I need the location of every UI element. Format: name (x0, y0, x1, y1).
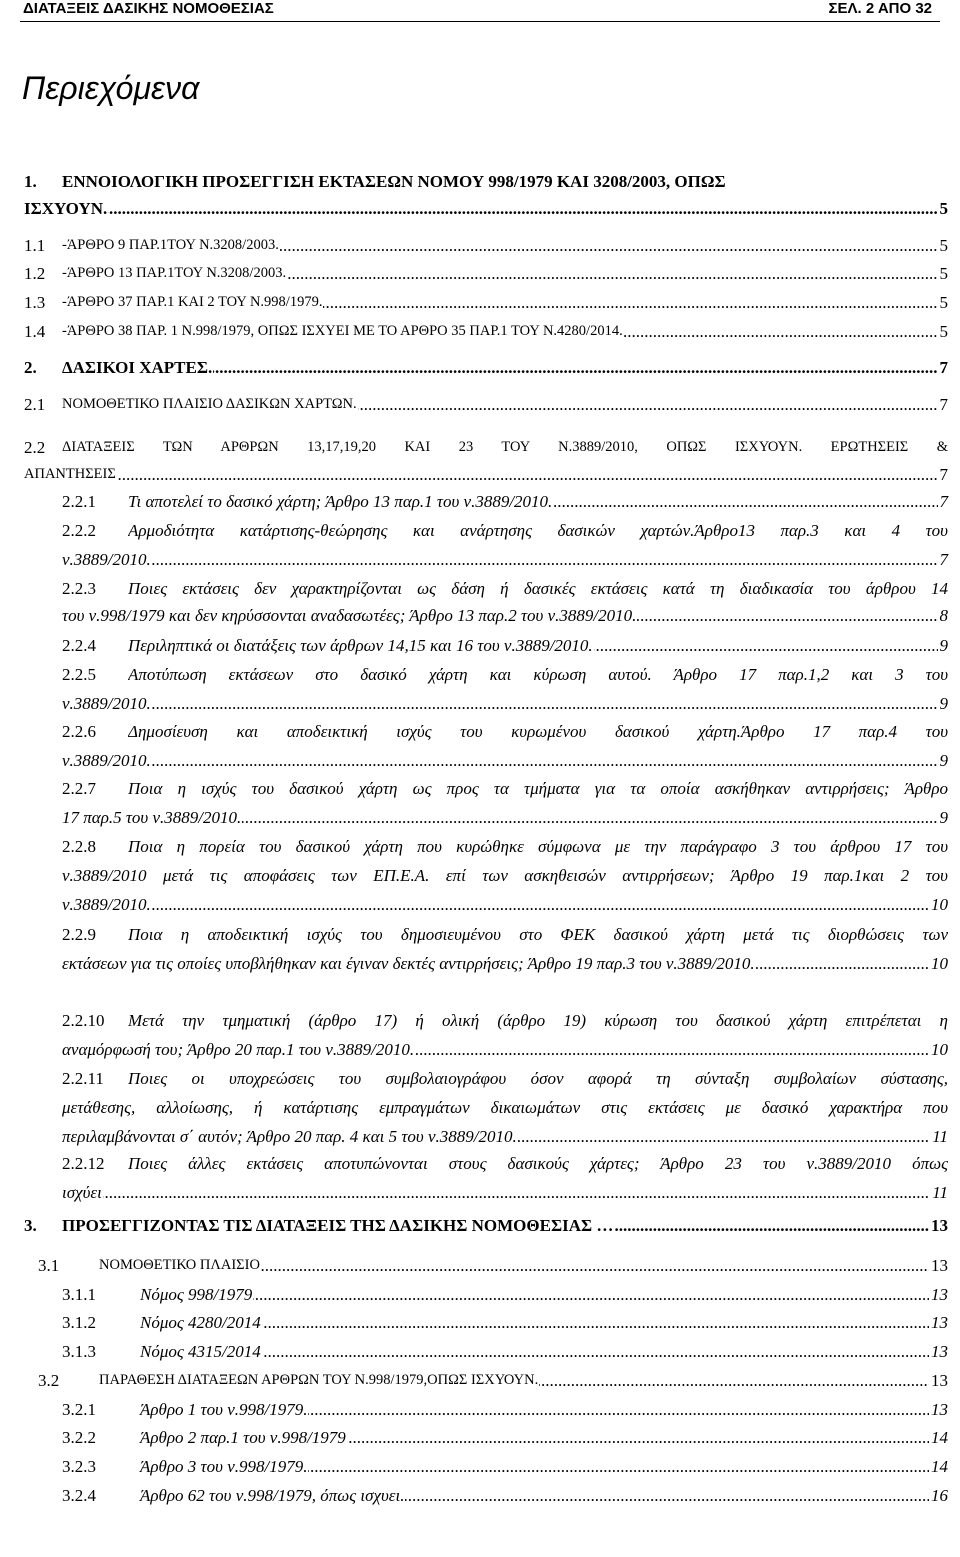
toc-page-number: 9 (939, 808, 948, 827)
toc-entry-row (62, 322, 948, 341)
header-divider (20, 21, 940, 22)
toc-page-number: 9 (939, 636, 948, 655)
toc-page-number: 5 (939, 199, 948, 218)
toc-entry-row (140, 1457, 948, 1476)
toc-entry-number: 2.2 (24, 438, 46, 457)
toc-page-number: 10 (931, 1040, 948, 1059)
toc-entry-number: 2.2.1 (62, 492, 96, 511)
toc-entry-number: 2.2.3 (62, 579, 96, 598)
toc-entry-row (128, 492, 948, 511)
toc-entry-text: ΠΑΡΑΘΕΣΗ ΔΙΑΤΑΞΕΩΝ ΑΡΘΡΩΝ ΤΟΥ Ν.998/1979,ΟΠΩΣ ΙΣΧΥΟΥΝ. (99, 1372, 539, 1388)
dot-leader (24, 465, 948, 484)
toc-page-number: 8 (939, 606, 948, 625)
toc-entry-number: 2.2.9 (62, 925, 96, 944)
toc-page-number: 14 (931, 1457, 948, 1476)
toc-entry-row (140, 1400, 948, 1419)
toc-entry-number: 2.2.4 (62, 636, 96, 655)
toc-entry-row (62, 1127, 948, 1146)
toc-page-number: 10 (931, 895, 948, 914)
toc-entry-row (99, 1371, 948, 1390)
toc-page-number: 16 (931, 1486, 948, 1505)
toc-entry-number: 3.1.1 (62, 1285, 96, 1304)
toc-entry-row (62, 236, 948, 255)
toc-page-number: 10 (931, 954, 948, 973)
toc-entry-number: 2.2.6 (62, 722, 96, 741)
toc-entry-number: 2.2.11 (62, 1069, 104, 1088)
toc-entry-text: ν.3889/2010 μετά τις αποφάσεις των ΕΠ.Ε.Α. επί των ασκηθεισών αντιρρήσεων; Άρθρο 19 παρ.1και 2 του (62, 866, 948, 885)
toc-page-number: 13 (931, 1285, 948, 1304)
toc-page-number: 7 (939, 550, 948, 569)
toc-entry-number: 1. (24, 172, 37, 191)
toc-entry-text: Άρθρο 2 παρ.1 του ν.998/1979 (140, 1428, 346, 1447)
dot-leader (62, 751, 948, 770)
toc-entry-text: -ΆΡΘΡΟ 9 ΠΑΡ.1ΤΟΥ Ν.3208/2003. (62, 237, 279, 253)
toc-page-number: 13 (931, 1342, 948, 1361)
toc-entry-row (62, 751, 948, 770)
header-title: ΔΙΑΤΑΞΕΙΣ ΔΑΣΙΚΗΣ ΝΟΜΟΘΕΣΙΑΣ (23, 0, 274, 17)
toc-page-number: 9 (939, 751, 948, 770)
toc-page-number: 7 (939, 358, 948, 377)
toc-page-number: 7 (939, 395, 948, 414)
toc-entry-text: Μετά την τμηματική (άρθρο 17) ή ολική (άρθρο 19) κύρωση του δασικού χάρτη επιτρέπεται η (128, 1011, 948, 1030)
toc-entry-row (62, 358, 948, 377)
toc-entry-text: Ποιες άλλες εκτάσεις αποτυπώνονται στους δασικούς χάρτες; Άρθρο 23 του ν.3889/2010 όπως (128, 1154, 948, 1173)
toc-entry-number: 2.2.2 (62, 521, 96, 540)
toc-entry-row (62, 1183, 948, 1202)
toc-entry-row (62, 895, 948, 914)
toc-entry-text: ΝΟΜΟΘΕΤΙΚΟ ΠΛΑΙΣΙΟ (99, 1257, 260, 1273)
toc-entry-number: 1.2 (24, 264, 46, 283)
toc-entry-number: 3.2.3 (62, 1457, 96, 1476)
toc-entry-text: ΑΠΑΝΤΗΣΕΙΣ (24, 466, 116, 482)
toc-entry-row (62, 606, 948, 625)
toc-page-number: 14 (931, 1428, 948, 1447)
toc-entry-text: 17 παρ.5 του ν.3889/2010. (62, 808, 242, 827)
toc-entry-text: Αρμοδιότητα κατάρτισης-θεώρησης και ανάρτησης δασικών χαρτών.Άρθρο13 παρ.3 και 4 του (128, 521, 948, 540)
dot-leader (62, 895, 948, 914)
toc-entry-text: ν.3889/2010. (62, 694, 151, 713)
toc-entry-text: Αποτύπωση εκτάσεων στο δασικό χάρτη και κύρωση αυτού. Άρθρο 17 παρ.1,2 και 3 του (128, 665, 948, 684)
dot-leader (62, 694, 948, 713)
toc-entry-text: ισχύει (62, 1183, 102, 1202)
toc-page-number: 13 (931, 1400, 948, 1419)
toc-page-number: 9 (939, 694, 948, 713)
toc-entry-number: 2.2.10 (62, 1011, 105, 1030)
toc-entry-text: αναμόρφωσή του; Άρθρο 20 παρ.1 του ν.3889/2010. (62, 1040, 415, 1059)
toc-entry-row (62, 550, 948, 569)
toc-entry-text: Ποια η αποδεικτική ισχύς του δημοσιευμένου στο ΦΕΚ δασικού χάρτη μετά τις διορθώσεις των (128, 925, 948, 944)
toc-entry-text: Άρθρο 1 του ν.998/1979. (140, 1400, 308, 1419)
toc-entry-number: 2.2.12 (62, 1154, 105, 1173)
toc-entry-number: 2. (24, 358, 37, 377)
toc-entry-row (140, 1486, 948, 1505)
dot-leader (24, 199, 948, 218)
toc-entry-text: ΙΣΧΥΟΥΝ. (24, 199, 108, 218)
toc-entry-number: 3.1 (38, 1256, 60, 1275)
toc-entry-number: 3.2 (38, 1371, 60, 1390)
toc-page-number: 5 (939, 264, 948, 283)
toc-entry-text: -ΆΡΘΡΟ 13 ΠΑΡ.1ΤΟΥ Ν.3208/2003. (62, 265, 287, 281)
toc-entry-row (62, 264, 948, 283)
toc-entry-text: Ποια η πορεία του δασικού χάρτη που κυρώθηκε σύμφωνα με την παράγραφο 3 του άρθρου 17 του (128, 837, 948, 856)
toc-entry-text: ΔΙΑΤΑΞΕΙΣ ΤΩΝ ΑΡΘΡΩΝ 13,17,19,20 ΚΑΙ 23 ΤΟΥ Ν.3889/2010, ΟΠΩΣ ΙΣΧΥΟΥΝ. ΕΡΩΤΗΣΕΙΣ & (62, 439, 948, 455)
toc-entry-number: 3.2.1 (62, 1400, 96, 1419)
toc-entry-row (128, 636, 948, 655)
toc-entry-text: ν.3889/2010. (62, 550, 151, 569)
toc-page-number: 5 (939, 236, 948, 255)
toc-entry-number: 3. (24, 1216, 37, 1235)
toc-entry-text: του ν.998/1979 και δεν κηρύσσονται αναδασωτέες; Άρθρο 13 παρ.2 του ν.3889/2010. (62, 606, 637, 625)
toc-entry-row (140, 1342, 948, 1361)
toc-entry-number: 3.2.4 (62, 1486, 96, 1505)
toc-entry-row (140, 1428, 948, 1447)
toc-entry-text: Δημοσίευση και αποδεικτική ισχύς του κυρωμένου δασικού χάρτη.Άρθρο 17 παρ.4 του (128, 722, 948, 741)
toc-entry-number: 2.2.8 (62, 837, 96, 856)
toc-page-number: 13 (931, 1313, 948, 1332)
toc-entry-number: 1.1 (24, 236, 46, 255)
toc-entry-text: εκτάσεων για τις οποίες υποβλήθηκαν και έγιναν δεκτές αντιρρήσεις; Άρθρο 19 παρ.3 του ν.3889/2010. (62, 954, 755, 973)
toc-entry-text: ΕΝΝΟΙΟΛΟΓΙΚΗ ΠΡΟΣΕΓΓΙΣΗ ΕΚΤΑΣΕΩΝ ΝΟΜΟΥ 998/1979 ΚΑΙ 3208/2003, ΟΠΩΣ (62, 172, 726, 191)
toc-page-number: 11 (932, 1183, 948, 1202)
toc-entry-row (62, 1216, 948, 1235)
toc-entry-row (62, 694, 948, 713)
toc-heading: Περιεχόμενα (22, 70, 200, 106)
toc-entry-text: ν.3889/2010. (62, 895, 151, 914)
toc-entry-text: Τι αποτελεί το δασικό χάρτη; Άρθρο 13 παρ.1 του ν.3889/2010. (128, 492, 553, 511)
toc-page-number: 13 (931, 1371, 948, 1390)
toc-page-number: 11 (932, 1127, 948, 1146)
header-page-number: ΣΕΛ. 2 ΑΠΟ 32 (828, 0, 932, 17)
toc-entry-text: -ΆΡΘΡΟ 37 ΠΑΡ.1 ΚΑΙ 2 ΤΟΥ Ν.998/1979. (62, 294, 323, 310)
toc-entry-text: ΔΑΣΙΚΟΙ ΧΑΡΤΕΣ. (62, 358, 213, 377)
toc-entry-text: Νόμος 4315/2014 (140, 1342, 261, 1361)
toc-entry-text: μετάθεσης, αλλοίωσης, ή κατάρτισης εμπραγμάτων δικαιωμάτων στις εκτάσεις με δασικό χαρακτήρα που (62, 1098, 948, 1117)
toc-entry-text: Ποια η ισχύς του δασικού χάρτη ως προς τα τμήματα για τα οποία ασκήθηκαν αντιρρήσεις; Άρθρο (128, 779, 948, 798)
toc-entry-number: 1.3 (24, 293, 46, 312)
toc-entry-row (24, 199, 948, 218)
toc-page-number: 5 (939, 293, 948, 312)
dot-leader (62, 550, 948, 569)
toc-entry-text: Νόμος 998/1979 (140, 1285, 253, 1304)
toc-entry-text: Άρθρο 3 του ν.998/1979. (140, 1457, 308, 1476)
dot-leader (140, 1285, 948, 1304)
toc-entry-row (140, 1313, 948, 1332)
toc-entry-number: 2.2.5 (62, 665, 96, 684)
toc-entry-row (62, 954, 948, 973)
toc-entry-text: ΠΡΟΣΕΓΓΙΖΟΝΤΑΣ ΤΙΣ ΔΙΑΤΑΞΕΙΣ ΤΗΣ ΔΑΣΙΚΗΣ ΝΟΜΟΘΕΣΙΑΣ … (62, 1216, 614, 1235)
toc-entry-number: 2.2.7 (62, 779, 96, 798)
toc-entry-text: περιλαμβάνονται σ΄ αυτόν; Άρθρο 20 παρ. 4 και 5 του ν.3889/2010. (62, 1127, 517, 1146)
dot-leader (62, 1183, 948, 1202)
toc-entry-row (62, 293, 948, 312)
toc-entry-number: 2.1 (24, 395, 46, 414)
toc-entry-number: 3.1.3 (62, 1342, 96, 1361)
toc-entry-text: Νόμος 4280/2014 (140, 1313, 261, 1332)
toc-entry-row (99, 1256, 948, 1275)
toc-entry-text: ν.3889/2010. (62, 751, 151, 770)
toc-entry-row (62, 808, 948, 827)
toc-entry-text: Άρθρο 62 του ν.998/1979, όπως ισχυει. (140, 1486, 405, 1505)
toc-entry-text: Ποιες εκτάσεις δεν χαρακτηρίζονται ως δάση ή δασικές εκτάσεις κατά τη διαδικασία του άρθρου 14 (128, 579, 948, 598)
toc-entry-row (62, 1040, 948, 1059)
toc-page-number: 13 (931, 1216, 948, 1235)
toc-entry-text: ΝΟΜΟΘΕΤΙΚΟ ΠΛΑΙΣΙΟ ΔΑΣΙΚΩΝ ΧΑΡΤΩΝ. (62, 396, 357, 412)
toc-page-number: 7 (939, 492, 948, 511)
toc-entry-number: 1.4 (24, 322, 46, 341)
toc-entry-text: Ποιες οι υποχρεώσεις του συμβολαιογράφου όσον αφορά τη σύνταξη συμβολαίων σύστασης, (128, 1069, 948, 1088)
toc-entry-text: Περιληπτικά οι διατάξεις των άρθρων 14,15 και 16 του ν.3889/2010. (128, 636, 593, 655)
toc-entry-text: -ΆΡΘΡΟ 38 ΠΑΡ. 1 Ν.998/1979, ΟΠΩΣ ΙΣΧΥΕΙ ΜΕ ΤΟ ΑΡΘΡΟ 35 ΠΑΡ.1 ΤΟΥ Ν.4280/2014. (62, 323, 623, 339)
toc-page-number: 13 (931, 1256, 948, 1275)
toc-entry-number: 3.2.2 (62, 1428, 96, 1447)
toc-entry-row (62, 395, 948, 414)
toc-page-number: 5 (939, 322, 948, 341)
toc-entry-row (140, 1285, 948, 1304)
toc-entry-number: 3.1.2 (62, 1313, 96, 1332)
toc-entry-row (24, 465, 948, 484)
toc-page-number: 7 (939, 465, 948, 484)
